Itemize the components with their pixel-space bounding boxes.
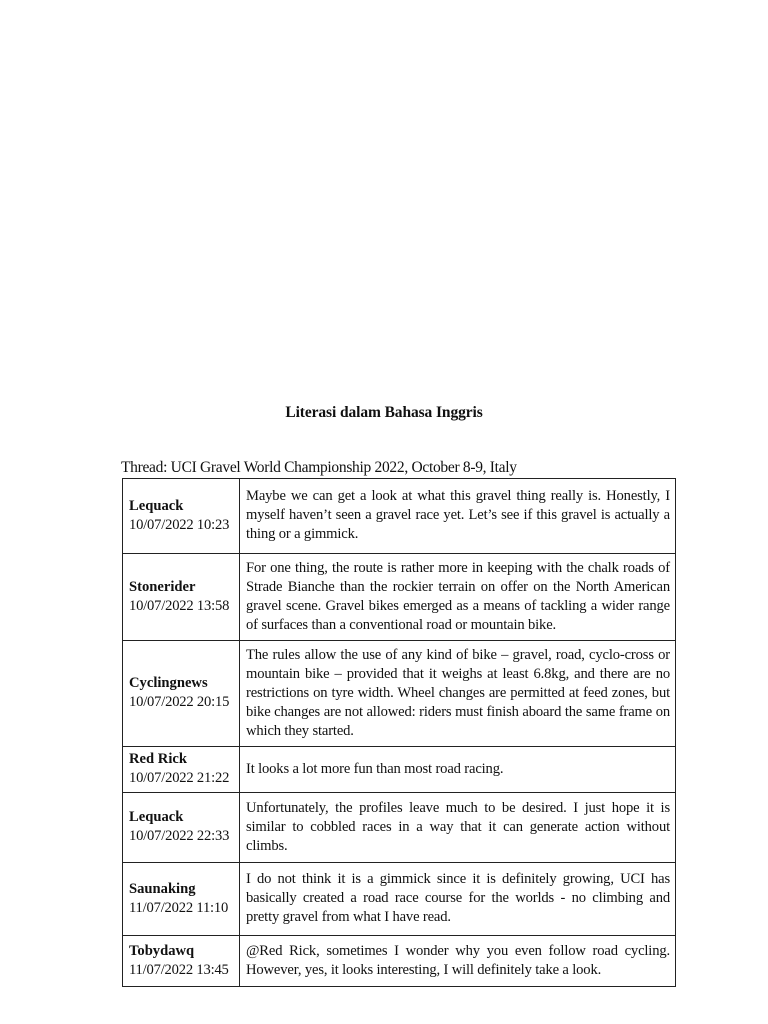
forum-posts-table xyxy=(122,478,676,987)
post-date: 10/07/2022 10:23 xyxy=(129,516,230,533)
author-cell xyxy=(123,479,240,554)
author-cell xyxy=(123,554,240,641)
post-date: 11/07/2022 11:10 xyxy=(129,899,229,916)
table-row xyxy=(123,554,676,641)
post-message: The rules allow the use of any kind of bike – gravel, road, cyclo-cross or mountain bike – provided that it weighs at least 6.8kg, and there are no restrictions on tyre width. Wheel changes are permitted at feed zones, but bike changes are not allowed: riders must finish aboard the same frame on which they started. xyxy=(240,641,676,747)
post-date: 10/07/2022 13:58 xyxy=(129,597,230,614)
post-date: 11/07/2022 13:45 xyxy=(129,961,229,978)
author-name: Lequack xyxy=(129,497,184,514)
thread-heading: Thread: UCI Gravel World Championship 2022, October 8-9, Italy xyxy=(121,459,517,476)
author-cell xyxy=(123,747,240,793)
author-name: Stonerider xyxy=(129,578,196,595)
post-message: @Red Rick, sometimes I wonder why you even follow road cycling. However, yes, it looks interesting, I will definitely take a look. xyxy=(240,936,676,987)
table-row xyxy=(123,793,676,863)
author-name: Lequack xyxy=(129,809,184,825)
author-cell xyxy=(123,641,240,747)
author-cell xyxy=(123,936,240,987)
table-row xyxy=(123,936,676,987)
author-cell xyxy=(123,863,240,936)
table-row xyxy=(123,747,676,793)
document-title: Literasi dalam Bahasa Inggris xyxy=(285,404,483,421)
author-name: Saunaking xyxy=(129,880,196,897)
author-cell xyxy=(123,793,240,863)
post-date: 10/07/2022 20:15 xyxy=(129,694,230,710)
post-message: Unfortunately, the profiles leave much to be desired. I just hope it is similar to cobbled races in a way that it can generate action without climbs. xyxy=(240,793,676,863)
post-message: For one thing, the route is rather more in keeping with the chalk roads of Strade Bianche than the rockier terrain on offer on the North American gravel scene. Gravel bikes emerged as a means of tackling a wider range of surfaces than a conventional road or mountain bike. xyxy=(240,554,676,641)
post-message: It looks a lot more fun than most road racing. xyxy=(240,747,676,793)
post-message: I do not think it is a gimmick since it is definitely growing, UCI has basically created a road race course for the worlds - no climbing and pretty gravel from what I have read. xyxy=(240,863,676,936)
author-name: Red Rick xyxy=(129,751,187,767)
author-name: Tobydawq xyxy=(129,942,195,959)
table-row xyxy=(123,863,676,936)
post-date: 10/07/2022 22:33 xyxy=(129,828,230,844)
post-date: 10/07/2022 21:22 xyxy=(129,770,230,786)
table-row xyxy=(123,641,676,747)
table-row xyxy=(123,479,676,554)
author-name: Cyclingnews xyxy=(129,675,208,691)
post-message: Maybe we can get a look at what this gravel thing really is. Honestly, I myself haven’t seen a gravel race yet. Let’s see if this gravel is actually a thing or a gimmick. xyxy=(240,479,676,554)
